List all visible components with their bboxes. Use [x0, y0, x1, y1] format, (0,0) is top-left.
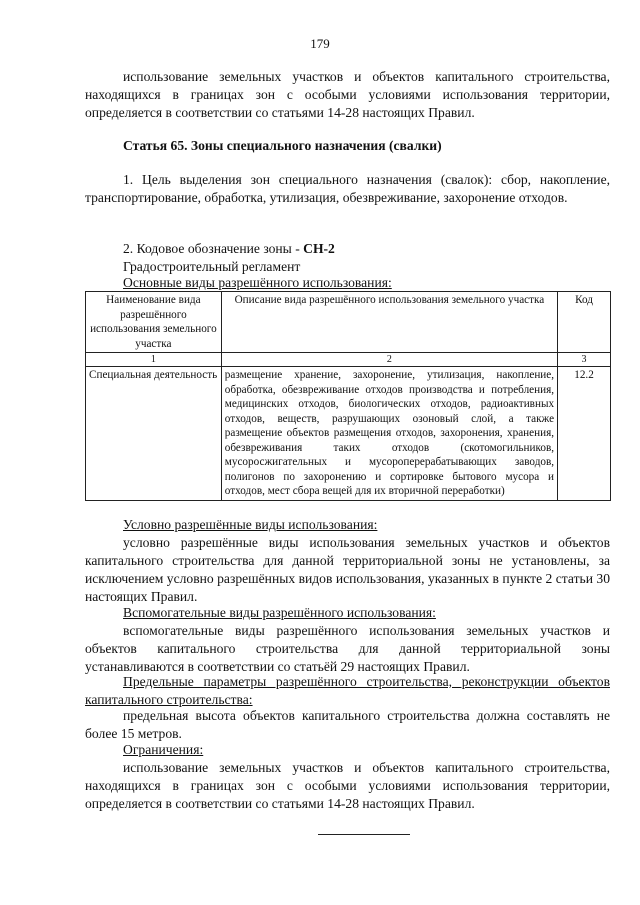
auxiliary-uses-heading: Вспомогательные виды разрешённого использования: [123, 605, 436, 620]
use-name: Специальная деятельность [86, 367, 222, 501]
zone-code: СН-2 [303, 241, 335, 256]
zone-code-prefix: 2. Кодовое обозначение зоны - [123, 241, 304, 256]
intro-paragraph: использование земельных участков и объектов капитального строительства, находящихся в границах зон с особыми условиями использования территории, определяется в соответствии со статьями 14-28 настоящих Правил. [85, 69, 610, 120]
table-header-row [86, 292, 611, 353]
restrictions-heading: Ограничения: [123, 742, 204, 757]
limits-heading: Предельные параметры разрешённого строительства, реконструкции объектов капитального строительства: [85, 674, 610, 707]
closing-rule [318, 834, 410, 835]
restrictions-text: использование земельных участков и объектов капитального строительства, находящихся в границах зон с особыми условиями использования территории, определяется в соответствии со статьями 14-28 настоящих Правил. [85, 760, 610, 811]
page-number: 179 [310, 36, 330, 51]
use-description: размещение хранение, захоронение, утилизация, накопление, обработка, обезвреживание отходов производства и потребления, медицинских отходов, биологических отходов, радиоактивных отходов, веществ, разрушающих озоновый слой, а также размещение объектов размещения отходов, захоронения, хранения, обезвреживания таких отходов (скотомогильников, мусоросжигательных и мусороперерабатывающих заводов, полигонов по захоронению и сортировке бытового мусора и отходов, мест сбора вещей для их вторичной переработки) [221, 367, 557, 501]
header-description: Описание вида разрешённого использования земельного участка [221, 292, 557, 353]
auxiliary-uses-text: вспомогательные виды разрешённого использования земельных участков и объектов капитального строительства для данной территориальной зоны устанавливаются в соответствии со статьёй 29 настоящих Правил. [85, 623, 610, 674]
column-number: 3 [558, 353, 611, 367]
use-code: 12.2 [558, 367, 611, 501]
header-name: Наименование вида разрешённого использования земельного участка [86, 292, 222, 353]
regulation-label: Градостроительный регламент [123, 259, 301, 274]
zone-code-line [85, 240, 610, 258]
main-uses-heading: Основные виды разрешённого использования: [123, 275, 392, 290]
limits-text: предельная высота объектов капитального строительства должна составлять не более 15 метров. [85, 708, 610, 741]
column-number: 1 [86, 353, 222, 367]
header-code: Код [558, 292, 611, 353]
column-number: 2 [221, 353, 557, 367]
purpose-paragraph: 1. Цель выделения зон специального назначения (свалок): сбор, накопление, транспортирование, обработка, утилизация, обезвреживание, захоронение отходов. [85, 172, 610, 205]
permitted-uses-table [85, 291, 611, 501]
conditional-uses-heading: Условно разрешённые виды использования: [123, 517, 378, 532]
article-title: Статья 65. Зоны специального назначения (свалки) [123, 138, 442, 153]
table-row [86, 367, 611, 501]
column-number-row [86, 353, 611, 367]
conditional-uses-text: условно разрешённые виды использования земельных участков и объектов капитального строительства для данной территориальной зоны не установлены, за исключением условно разрешённых видов использования, указанных в пункте 2 статьи 30 настоящих Правил. [85, 535, 610, 604]
